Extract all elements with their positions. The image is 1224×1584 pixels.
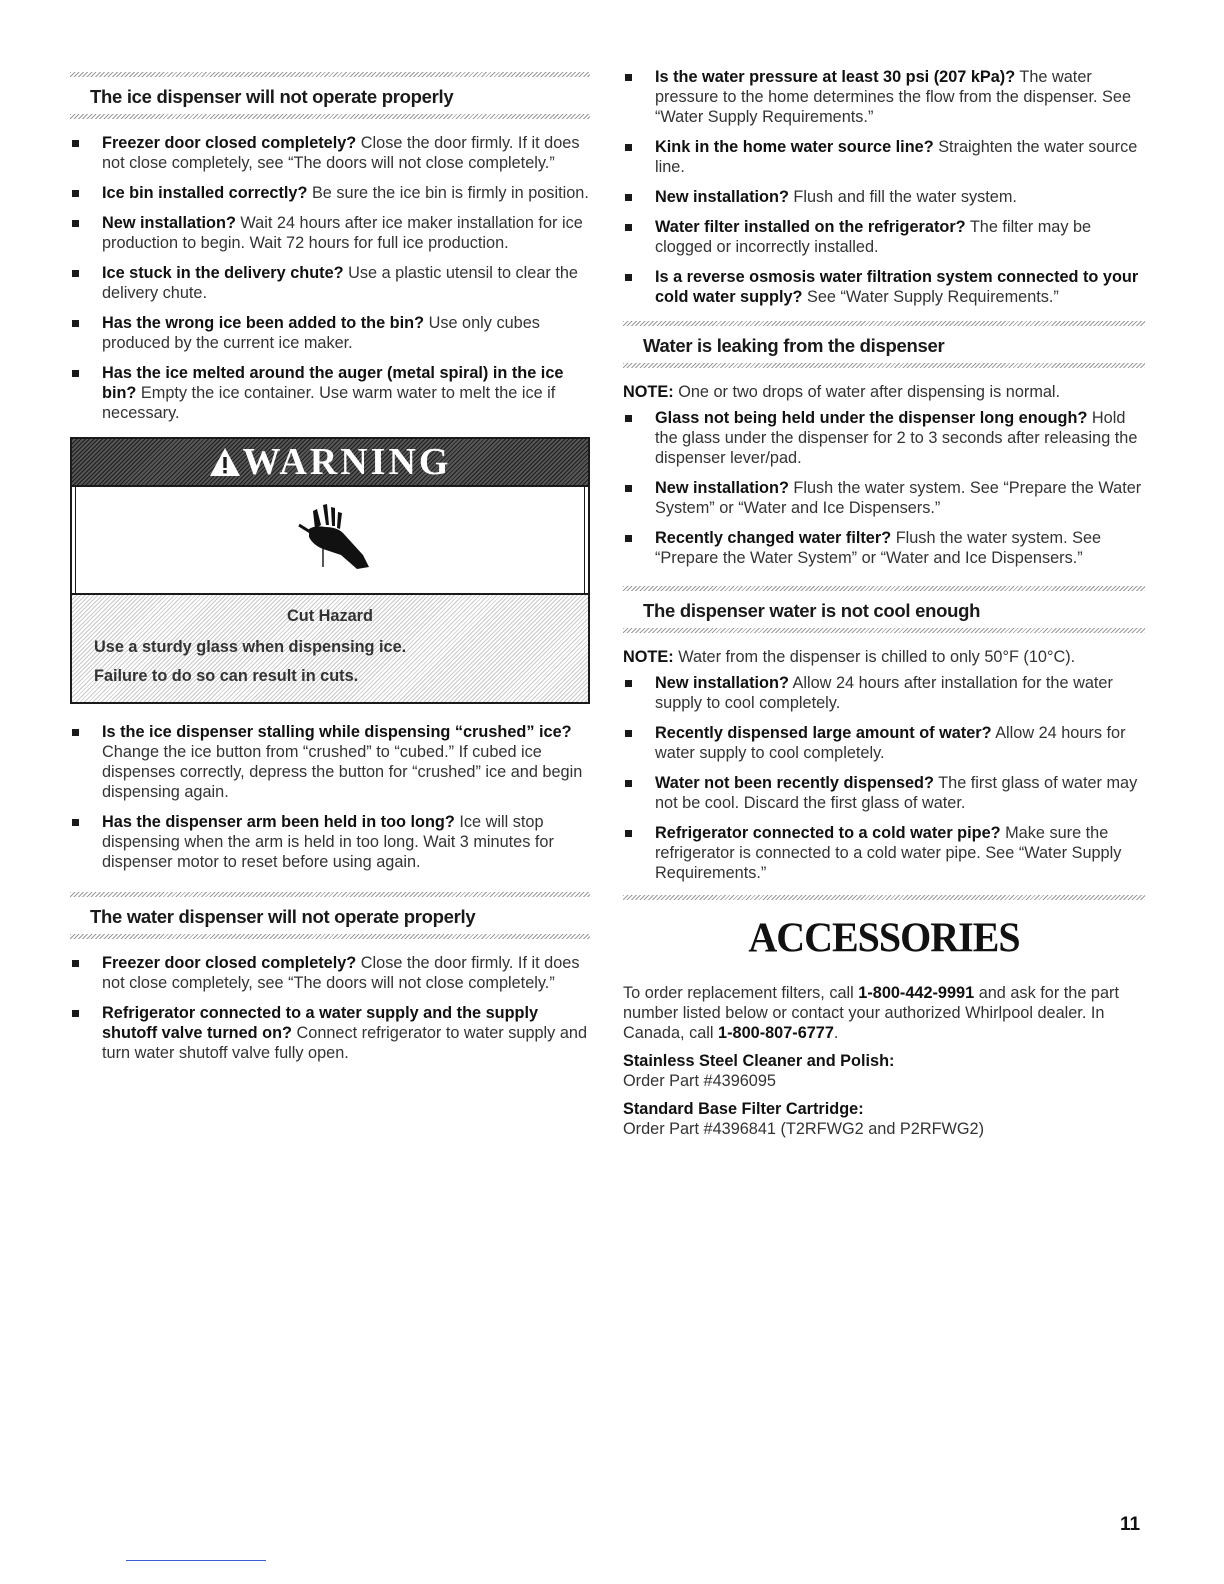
list-item: New installation? Wait 24 hours after ice maker installation for ice production to begin. Wait 72 hours for full ice production. xyxy=(70,213,590,253)
page-number: 11 xyxy=(1120,1514,1141,1535)
accessories-title: ACCESSORIES xyxy=(748,913,1020,962)
section-header-water-leaking xyxy=(623,321,1145,368)
list-item: Has the wrong ice been added to the bin? Use only cubes produced by the current ice maker. xyxy=(70,313,590,353)
part-number: Order Part #4396095 xyxy=(623,1072,776,1090)
section-title: The dispenser water is not cool enough xyxy=(643,600,981,621)
note: NOTE: Water from the dispenser is chilled to only 50°F (10°C). xyxy=(623,648,1076,666)
left-column xyxy=(70,0,590,1073)
list-item: Is the ice dispenser stalling while dispensing “crushed” ice? Change the ice button from “crushed” to “cubed.” If cubed ice dispenses correctly, depress the button for “crushed” ice and begin dispensing again. xyxy=(70,722,590,802)
section-header-water-not-cool xyxy=(623,586,1145,633)
accessories-intro: To order replacement filters, call 1-800-442-9991 and ask for the part number listed below or contact your authorized Whirlpool dealer. In Canada, call 1-800-807-6777. xyxy=(623,984,1119,1042)
list-item: Recently changed water filter? Flush the water system. See “Prepare the Water System” or “Water and Ice Dispensers.” xyxy=(623,528,1145,568)
warning-pictogram xyxy=(75,487,585,593)
divider xyxy=(70,934,590,939)
footer-link-underline xyxy=(126,1560,266,1561)
divider xyxy=(70,114,590,119)
ice-dispenser-list xyxy=(70,133,590,423)
warning-text: Use a sturdy glass when dispensing ice. xyxy=(94,638,407,656)
part-number: Order Part #4396841 (T2RFWG2 and P2RFWG2) xyxy=(623,1120,985,1138)
list-item: Glass not being held under the dispenser long enough? Hold the glass under the dispenser for 2 to 3 seconds after releasing the dispenser lever/pad. xyxy=(623,408,1145,468)
list-item: Ice stuck in the delivery chute? Use a plastic utensil to clear the delivery chute. xyxy=(70,263,590,303)
part-entry xyxy=(623,1051,1145,1091)
list-item: New installation? Flush the water system. See “Prepare the Water System” or “Water and Ice Dispensers.” xyxy=(623,478,1145,518)
section-title: Water is leaking from the dispenser xyxy=(643,335,945,356)
section-title: The water dispenser will not operate properly xyxy=(90,906,476,927)
water-dispenser-list xyxy=(70,953,590,1063)
warning-triangle-icon xyxy=(209,446,241,478)
part-label: Stainless Steel Cleaner and Polish: xyxy=(623,1052,895,1070)
divider xyxy=(623,628,1145,633)
list-item: Water not been recently dispensed? The first glass of water may not be cool. Discard the first glass of water. xyxy=(623,773,1145,813)
water-not-cool-list xyxy=(623,673,1145,883)
warning-message-panel xyxy=(72,593,588,702)
list-item: Kink in the home water source line? Straighten the water source line. xyxy=(623,137,1145,177)
list-item: Recently dispensed large amount of water? Allow 24 hours for water supply to cool completely. xyxy=(623,723,1145,763)
list-item: Is the water pressure at least 30 psi (207 kPa)? The water pressure to the home determines the flow from the dispenser. See “Water Supply Requirements.” xyxy=(623,67,1145,127)
warning-title: WARNING xyxy=(242,441,452,483)
ice-dispenser-list-continued xyxy=(70,722,590,872)
warning-box xyxy=(70,437,590,704)
warning-header xyxy=(72,439,588,487)
part-entry xyxy=(623,1099,1145,1139)
section-header-ice-dispenser xyxy=(70,72,590,119)
list-item: Freezer door closed completely? Close the door firmly. If it does not close completely, see “The doors will not close completely.” xyxy=(70,133,590,173)
right-column xyxy=(623,0,1145,1147)
section-title: The ice dispenser will not operate properly xyxy=(90,86,454,107)
divider xyxy=(623,895,1145,900)
divider xyxy=(623,363,1145,368)
list-item: Has the ice melted around the auger (metal spiral) in the ice bin? Empty the ice container. Use warm water to melt the ice if necessary. xyxy=(70,363,590,423)
note: NOTE: One or two drops of water after dispensing is normal. xyxy=(623,383,1061,401)
part-label: Standard Base Filter Cartridge: xyxy=(623,1100,864,1118)
list-item: New installation? Flush and fill the water system. xyxy=(623,187,1145,207)
list-item: Ice bin installed correctly? Be sure the ice bin is firmly in position. xyxy=(70,183,590,203)
list-item: Water filter installed on the refrigerator? The filter may be clogged or incorrectly installed. xyxy=(623,217,1145,257)
cut-hand-icon xyxy=(285,495,375,585)
list-item: Refrigerator connected to a water supply and the supply shutoff valve turned on? Connect refrigerator to water supply and turn water shutoff valve fully open. xyxy=(70,1003,590,1063)
list-item: Is a reverse osmosis water filtration system connected to your cold water supply? See “Water Supply Requirements.” xyxy=(623,267,1145,307)
water-leaking-list xyxy=(623,408,1145,568)
warning-text: Failure to do so can result in cuts. xyxy=(94,667,359,685)
hazard-title: Cut Hazard xyxy=(287,607,373,625)
phone-us: 1-800-442-9991 xyxy=(858,984,975,1002)
water-dispenser-list-continued xyxy=(623,67,1145,307)
phone-canada: 1-800-807-6777 xyxy=(718,1024,834,1042)
list-item: New installation? Allow 24 hours after installation for the water supply to cool completely. xyxy=(623,673,1145,713)
section-header-water-dispenser xyxy=(70,892,590,939)
list-item: Freezer door closed completely? Close the door firmly. If it does not close completely, see “The doors will not close completely.” xyxy=(70,953,590,993)
list-item: Has the dispenser arm been held in too long? Ice will stop dispensing when the arm is held in too long. Wait 3 minutes for dispenser motor to reset before using again. xyxy=(70,812,590,872)
list-item: Refrigerator connected to a cold water pipe? Make sure the refrigerator is connected to a cold water pipe. See “Water Supply Requirements.” xyxy=(623,823,1145,883)
